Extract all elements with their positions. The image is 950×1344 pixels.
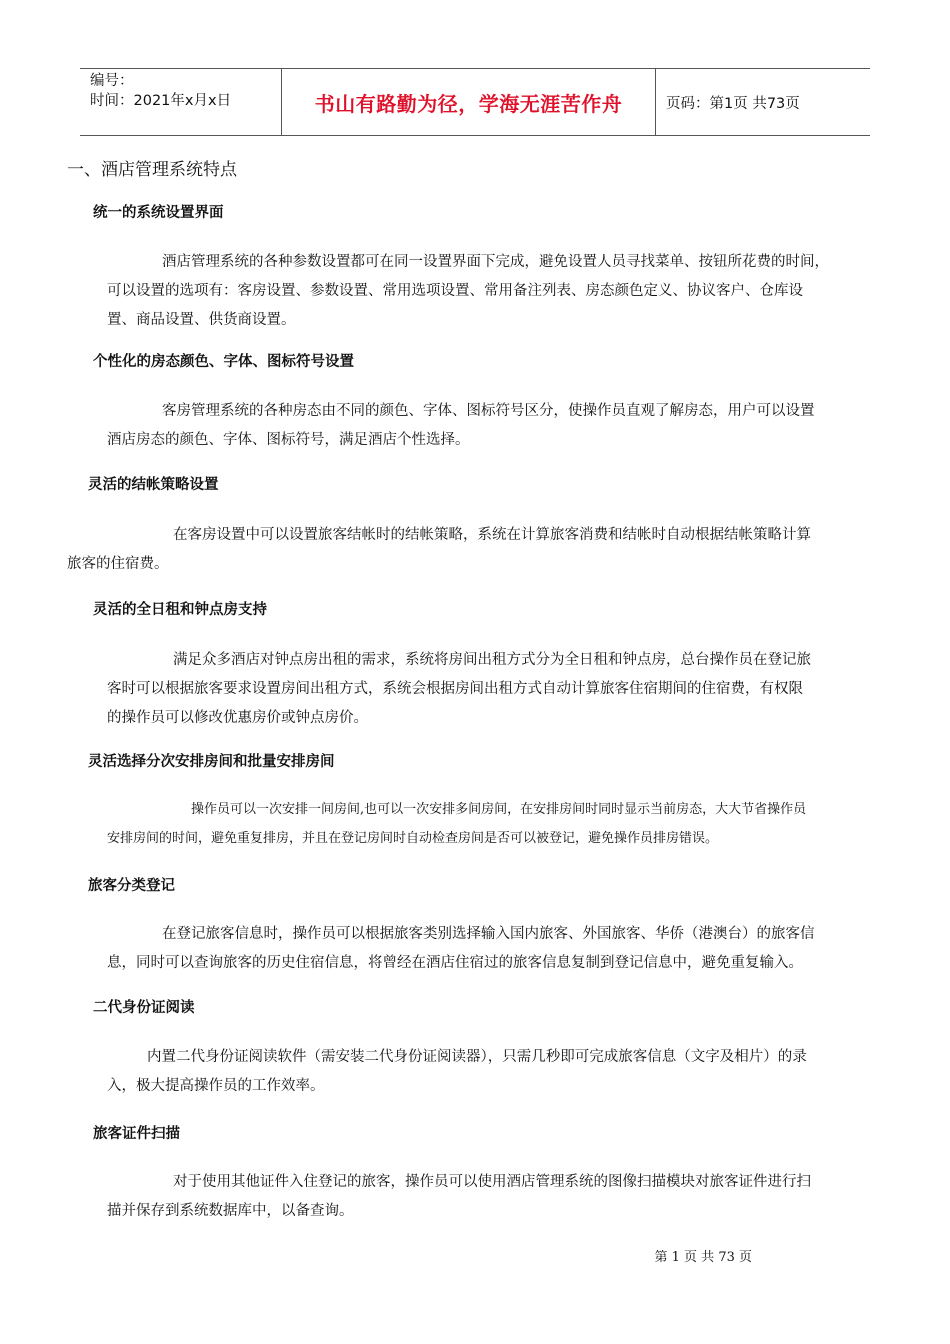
feature-title: 旅客证件扫描 <box>93 1126 180 1142</box>
paragraph-line: 酒店房态的颜色、字体、图标符号，满足酒店个性选择。 <box>107 432 470 448</box>
paragraph-line: 入，极大提高操作员的工作效率。 <box>107 1078 325 1094</box>
feature-title: 旅客分类登记 <box>88 878 175 894</box>
paragraph-line: 在客房设置中可以设置旅客结帐时的结帐策略，系统在计算旅客消费和结帐时自动根据结帐策略计算 <box>173 527 811 543</box>
paragraph-line: 可以设置的选项有：客房设置、参数设置、常用选项设置、常用备注列表、房态颜色定义、协议客户、仓库设 <box>107 283 803 299</box>
feature-title: 灵活的全日租和钟点房支持 <box>93 602 267 618</box>
header-table <box>80 68 870 136</box>
paragraph-line: 操作员可以一次安排一间房间,也可以一次安排多间房间，在安排房间时同时显示当前房态，大大节省操作员 <box>191 802 807 817</box>
feature-title: 灵活的结帐策略设置 <box>88 477 219 493</box>
paragraph-line: 的操作员可以修改优惠房价或钟点房价。 <box>107 710 368 726</box>
feature-paragraph <box>107 248 888 335</box>
motto: 书山有路勤为径，学海无涯苦作舟 <box>282 69 656 135</box>
paragraph-line: 酒店管理系统的各种参数设置都可在同一设置界面下完成，避免设置人员寻找菜单、按钮所花费的时间， <box>162 254 829 270</box>
feature-paragraph <box>107 397 888 455</box>
header-meta-cell <box>80 69 282 135</box>
paragraph-line: 置、商品设置、供货商设置。 <box>107 312 296 328</box>
page-info: 页码：第1页 共73页 <box>666 95 800 112</box>
paragraph-line: 描并保存到系统数据库中，以备查询。 <box>107 1203 354 1219</box>
feature-title: 个性化的房态颜色、字体、图标符号设置 <box>93 354 354 370</box>
feature-paragraph <box>107 795 888 853</box>
feature-title: 统一的系统设置界面 <box>93 205 224 221</box>
paragraph-line: 在登记旅客信息时，操作员可以根据旅客类别选择输入国内旅客、外国旅客、华侨（港澳台）的旅客信 <box>162 926 815 942</box>
paragraph-line: 对于使用其他证件入住登记的旅客，操作员可以使用酒店管理系统的图像扫描模块对旅客证件进行扫 <box>173 1174 811 1190</box>
page-footer: 第 1 页 共 73 页 <box>654 1250 752 1265</box>
paragraph-line: 内置二代身份证阅读软件（需安装二代身份证阅读器），只需几秒即可完成旅客信息（文字及相片）的录 <box>147 1049 807 1065</box>
feature-title: 二代身份证阅读 <box>93 1000 195 1016</box>
number-label: 编号： <box>90 73 134 89</box>
feature-paragraph <box>67 521 887 579</box>
paragraph-line: 息，同时可以查询旅客的历史住宿信息，将曾经在酒店住宿过的旅客信息复制到登记信息中，避免重复输入。 <box>107 955 803 971</box>
time-label: 时间：2021年x月x日 <box>90 93 232 109</box>
paragraph-line: 客时可以根据旅客要求设置房间出租方式，系统会根据房间出租方式自动计算旅客住宿期间的住宿费，有权限 <box>107 681 803 697</box>
feature-title: 灵活选择分次安排房间和批量安排房间 <box>88 754 335 770</box>
feature-paragraph <box>107 646 888 733</box>
paragraph-line: 旅客的住宿费。 <box>67 556 169 572</box>
feature-paragraph <box>107 1043 888 1101</box>
feature-paragraph <box>107 920 888 978</box>
feature-paragraph <box>107 1168 888 1226</box>
paragraph-line: 客房管理系统的各种房态由不同的颜色、字体、图标符号区分，使操作员直观了解房态，用户可以设置 <box>162 403 815 419</box>
section-title: 一、酒店管理系统特点 <box>67 160 237 180</box>
paragraph-line: 满足众多酒店对钟点房出租的需求，系统将房间出租方式分为全日租和钟点房，总台操作员在登记旅 <box>173 652 811 668</box>
paragraph-line: 安排房间的时间，避免重复排房，并且在登记房间时自动检查房间是否可以被登记，避免操作员排房错误。 <box>107 831 719 846</box>
